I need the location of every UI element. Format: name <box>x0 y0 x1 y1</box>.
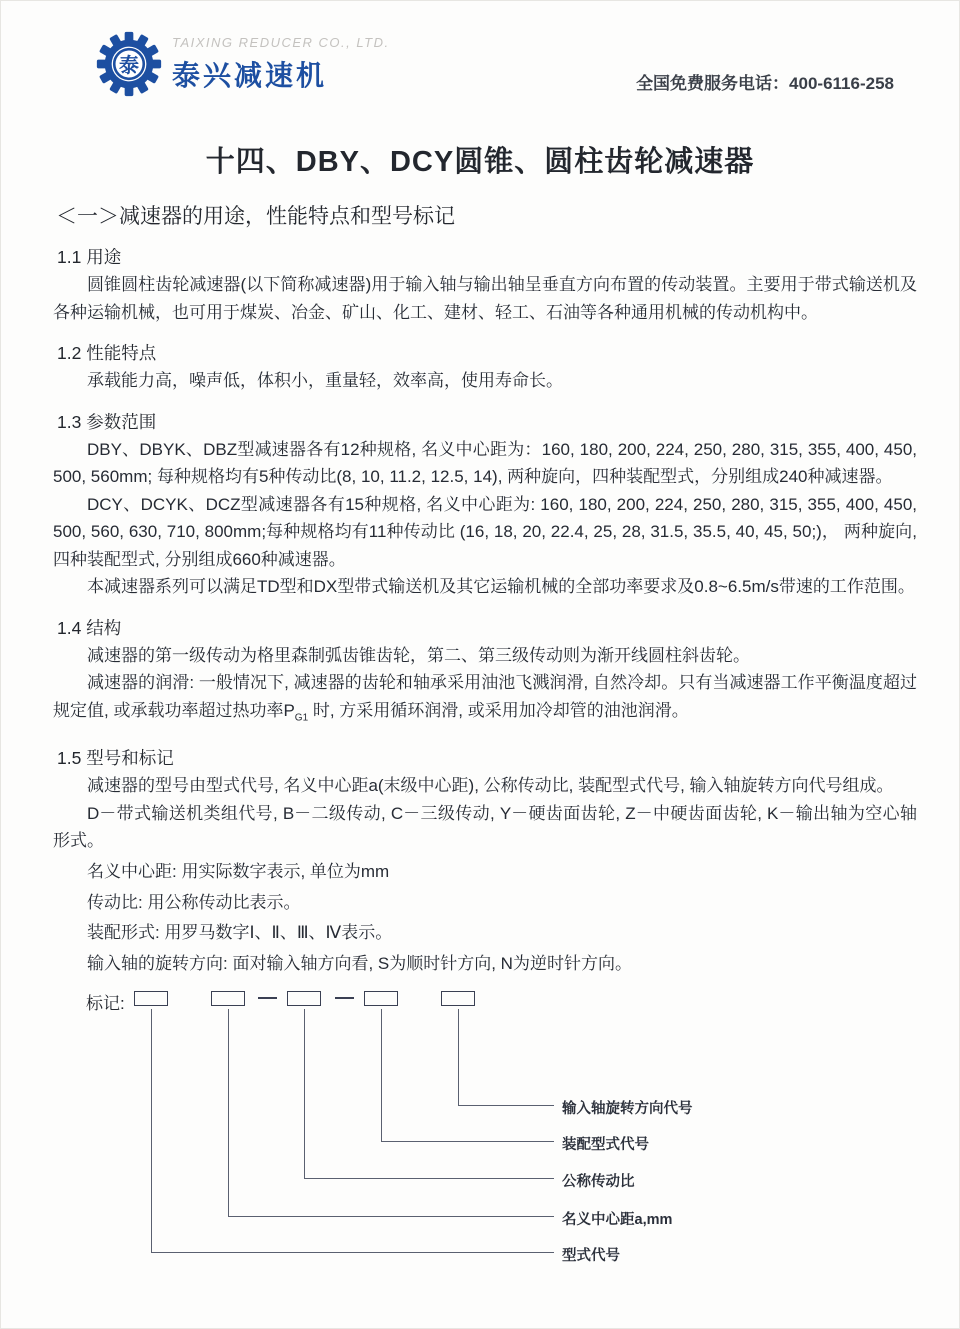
marking-prefix-label: 标记: <box>86 994 125 1013</box>
company-name-en: TAIXING REDUCER CO., LTD. <box>172 35 390 50</box>
marking-dash-1 <box>258 997 277 999</box>
marking-label-type-code: 型式代号 <box>562 1248 620 1264</box>
doc-body <box>1 243 959 977</box>
thermal-power-subscript: G1 <box>294 711 309 723</box>
company-name-block <box>172 31 390 94</box>
marking-label-assembly: 装配型式代号 <box>562 1137 649 1153</box>
doc-title: 十四、DBY、DCY圆锥、圆柱齿轮减速器 <box>205 146 755 178</box>
marking-dash-2 <box>335 997 354 999</box>
marking-box-type-code <box>134 991 168 1006</box>
spec-item-ratio: 传动比: 用公称传动比表示。 <box>87 892 301 912</box>
page-header <box>1 1 959 97</box>
heading-1-2: 1.2 性能特点 <box>57 343 157 363</box>
spec-item-center-distance: 名义中心距: 用实际数字表示, 单位为mm <box>87 862 390 882</box>
marking-connector-type-code <box>151 1009 554 1253</box>
para-series-capability: 本减速器系列可以满足TD型和DX型带式输送机及其它运输机械的全部功率要求及0.8~6.5m/s带速的工作范围。 <box>87 577 915 596</box>
spec-item-assembly-form: 装配形式: 用罗马数字Ⅰ、Ⅱ、Ⅲ、Ⅳ表示。 <box>87 923 393 943</box>
para-dby-specs: DBY、DBYK、DBZ型减速器各有12种规格, 名义中心距为：160, 180, 200, 224, 250, 280, 315, 355, 400, 450, 500, 560mm; 每种规格均有5种传动比(8, 10, 11.2, 12.5, 14), 两种旋向，四种装配型式，分别组成240种减速器。 <box>53 439 917 486</box>
marking-label-center-distance: 名义中心距a,mm <box>562 1212 673 1228</box>
marking-box-center-distance <box>211 991 245 1006</box>
marking-box-rotation <box>441 991 475 1006</box>
marking-label-rotation: 输入轴旋转方向代号 <box>562 1101 693 1117</box>
service-hotline: 全国免费服务电话：400-6116-258 <box>636 74 894 93</box>
para-structure-gears: 减速器的第一级传动为格里森制弧齿锥齿轮，第二、第三级传动则为渐开线圆柱斜齿轮。 <box>87 645 750 665</box>
heading-1-3: 1.3 参数范围 <box>57 411 157 432</box>
para-model-composition: 减速器的型号由型式代号, 名义中心距a(末级中心距), 公称传动比, 装配型式代号, 输入轴旋转方向代号组成。 <box>87 776 894 796</box>
section-heading: ＜一＞减速器的用途，性能特点和型号标记 <box>56 205 455 228</box>
marking-diagram <box>1 976 960 1306</box>
para-code-meanings: D－带式输送机类组代号, B－二级传动, C－三级传动, Y－硬齿面齿轮, Z－中硬齿面齿轮, K－输出轴为空心轴形式。 <box>53 803 917 851</box>
spec-item-rotation-direction: 输入轴的旋转方向: 面对输入轴方向看, S为顺时针方向, N为逆时针方向。 <box>87 953 632 973</box>
lubrication-text-after: 时, 方采用循环润滑, 或采用加冷却管的油池润滑。 <box>308 700 689 720</box>
company-name-cn: 泰兴减速机 <box>172 60 328 91</box>
svg-text:泰: 泰 <box>119 54 139 77</box>
marking-box-assembly <box>364 991 398 1006</box>
para-usage: 圆锥圆柱齿轮减速器(以下简称减速器)用于输入轴与输出轴呈垂直方向布置的传动装置。主要用于带式输送机及各种运输机械，也可用于煤炭、冶金、矿山、化工、建材、轻工、石油等各种通用机械的传动机构中。 <box>53 275 917 322</box>
heading-1-4: 1.4 结构 <box>57 617 122 638</box>
para-performance: 承载能力高，噪声低，体积小，重量轻，效率高，使用寿命长。 <box>87 371 563 390</box>
marking-box-ratio <box>287 991 321 1006</box>
heading-1-5: 1.5 型号和标记 <box>57 748 174 769</box>
marking-label-ratio: 公称传动比 <box>562 1174 635 1190</box>
para-lubrication <box>53 669 917 731</box>
para-dcy-specs: DCY、DCYK、DCZ型减速器各有15种规格, 名义中心距为: 160, 180, 200, 224, 250, 280, 315, 355, 400, 450, 500, 560, 630, 710, 800mm;每种规格均有11种传动比 (16, 18, 20, 22.4, 25, 28, 31.5, 35.5, 40, 45, 50;)， 两种旋向, 四种装配型式, 分别组成660种减速器。 <box>53 494 917 569</box>
heading-1-1: 1.1 用途 <box>57 247 122 267</box>
lubrication-text-before: 减速器的润滑: 一般情况下, 减速器的齿轮和轴承采用油池飞溅润滑, 自然冷却。只有当减速器工作平衡温度超过规定值, 或承载功率超过热功率P <box>53 673 917 720</box>
company-logo <box>96 31 390 97</box>
gear-logo-icon <box>96 31 162 97</box>
